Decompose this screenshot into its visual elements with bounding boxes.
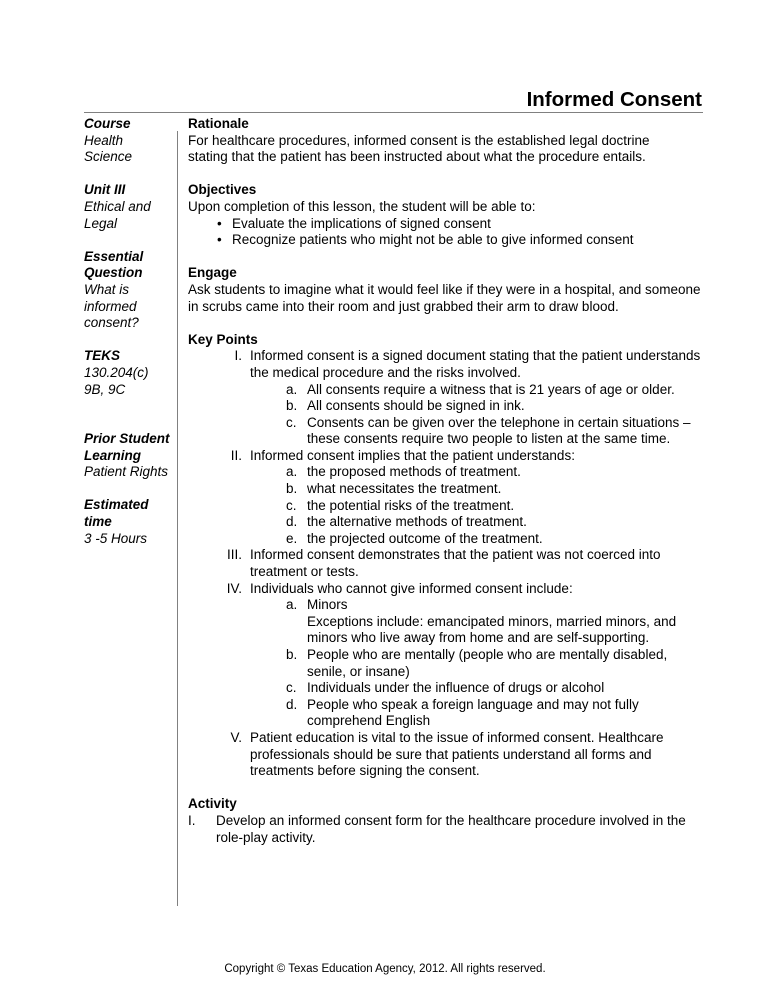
item-text: the proposed methods of treatment. — [307, 464, 521, 480]
label: TEKS — [84, 348, 121, 364]
item-text: All consents require a witness that is 21 years of age or older. — [307, 381, 675, 397]
key-points-section — [188, 332, 703, 780]
label: Course — [84, 116, 131, 131]
label: Essential Question — [84, 248, 144, 281]
key-point — [188, 730, 703, 780]
bullet-icon: • — [217, 215, 222, 231]
key-point — [188, 581, 703, 598]
item-number: II. — [230, 447, 242, 463]
label: Estimated time — [84, 497, 149, 530]
key-point — [188, 348, 703, 381]
section-heading: Key Points — [188, 331, 258, 347]
sidebar-teks — [84, 348, 172, 398]
item-text: Individuals under the influence of drugs or alcohol — [307, 680, 605, 696]
objectives-section — [188, 182, 703, 248]
item-number: IV. — [226, 580, 242, 596]
item-text: the projected outcome of the treatment. — [307, 530, 543, 546]
sub-point — [188, 498, 703, 515]
item-number: I. — [188, 812, 196, 828]
sub-point — [188, 514, 703, 531]
sidebar-course — [84, 116, 172, 166]
sidebar-prior-learning — [84, 431, 172, 481]
sub-point — [188, 647, 703, 680]
value: Ethical and Legal — [84, 198, 151, 231]
section-text: Upon completion of this lesson, the student will be able to: — [188, 198, 536, 214]
value: Health Science — [84, 132, 133, 165]
item-text: All consents should be signed in ink. — [307, 398, 525, 414]
sub-point-note: Exceptions include: emancipated minors, married minors, and minors who live away from home and are self-supporting. — [307, 613, 677, 646]
sub-point — [188, 531, 703, 548]
engage-section — [188, 265, 703, 315]
item-text: Informed consent demonstrates that the patient was not coerced into treatment or tests. — [250, 547, 661, 580]
item-number: c. — [286, 680, 297, 696]
list-item — [188, 813, 703, 846]
sub-point — [188, 481, 703, 498]
activity-section — [188, 796, 703, 846]
key-point — [188, 547, 703, 580]
label: Prior Student Learning — [84, 431, 170, 463]
item-text: Informed consent implies that the patient understands: — [250, 447, 575, 463]
item-text: Recognize patients who might not be able to give informed consent — [232, 232, 634, 248]
sub-point — [188, 680, 703, 697]
item-number: V. — [230, 729, 242, 745]
item-number: a. — [286, 381, 298, 397]
value: 3 -5 Hours — [84, 530, 148, 546]
item-text: the alternative methods of treatment. — [307, 514, 527, 530]
item-number: b. — [286, 481, 298, 497]
section-heading: Activity — [188, 796, 237, 812]
list-item — [188, 232, 703, 249]
item-text: Evaluate the implications of signed consent — [232, 215, 491, 231]
section-heading: Objectives — [188, 182, 257, 198]
sidebar-unit — [84, 182, 159, 232]
item-number: c. — [286, 414, 297, 430]
item-text: the potential risks of the treatment. — [307, 497, 515, 513]
sub-point — [188, 415, 703, 448]
item-text: Individuals who cannot give informed consent include: — [250, 580, 573, 596]
item-text: Informed consent is a signed document stating that the patient understands the medical procedure and the risks involved. — [250, 348, 701, 380]
sidebar — [84, 116, 172, 564]
sub-point — [188, 398, 703, 415]
label: Unit III — [84, 182, 126, 198]
sidebar-estimated-time — [84, 497, 172, 547]
sub-point — [188, 697, 703, 730]
item-text: Consents can be given over the telephone in certain situations – these consents require two people to listen at the same time. — [307, 414, 691, 447]
item-text: People who are mentally (people who are mentally disabled, senile, or insane) — [307, 647, 668, 679]
sidebar-essential-question — [84, 249, 156, 332]
item-text: Patient education is vital to the issue of informed consent. Healthcare professionals should be sure that patients understand all forms and treatments before signing the consent. — [250, 729, 664, 779]
bullet-icon: • — [217, 232, 222, 248]
item-number: a. — [286, 597, 298, 613]
value: Patient Rights — [84, 464, 169, 480]
objectives-list — [188, 216, 703, 249]
rationale-section — [188, 116, 703, 166]
section-text: Ask students to imagine what it would feel like if they were in a hospital, and someone in scrubs came into their room and just grabbed their arm to draw blood. — [188, 281, 701, 314]
copyright-footer: Copyright © Texas Education Agency, 2012. All rights reserved. — [224, 963, 546, 975]
main-content — [188, 116, 703, 863]
item-text: Minors — [307, 597, 348, 613]
sub-point — [188, 597, 703, 614]
header-rule — [84, 112, 703, 113]
item-number: e. — [286, 530, 298, 546]
item-number: I. — [234, 348, 242, 364]
item-text: Develop an informed consent form for the healthcare procedure involved in the role-play activity. — [216, 812, 686, 845]
item-number: d. — [286, 696, 298, 712]
sub-point — [188, 464, 703, 481]
item-text: what necessitates the treatment. — [307, 481, 502, 497]
item-number: d. — [286, 514, 298, 530]
value: What is informed consent? — [84, 281, 139, 331]
item-text: People who speak a foreign language and may not fully comprehend English — [307, 696, 639, 729]
value: 130.204(c) 9B, 9C — [84, 364, 149, 397]
section-text: For healthcare procedures, informed consent is the established legal doctrine stating that the patient has been instructed about what the procedure entails. — [188, 132, 650, 165]
item-number: b. — [286, 398, 298, 414]
page-title: Informed Consent — [526, 88, 702, 111]
key-point — [188, 448, 703, 465]
section-heading: Rationale — [188, 116, 249, 131]
key-points-list — [188, 348, 703, 779]
section-heading: Engage — [188, 265, 237, 281]
item-number: b. — [286, 647, 298, 662]
item-number: a. — [286, 464, 298, 480]
list-item — [188, 216, 703, 233]
sidebar-divider — [177, 131, 178, 906]
item-number: c. — [286, 497, 297, 513]
sub-point — [188, 382, 703, 399]
item-number: III. — [226, 547, 242, 563]
